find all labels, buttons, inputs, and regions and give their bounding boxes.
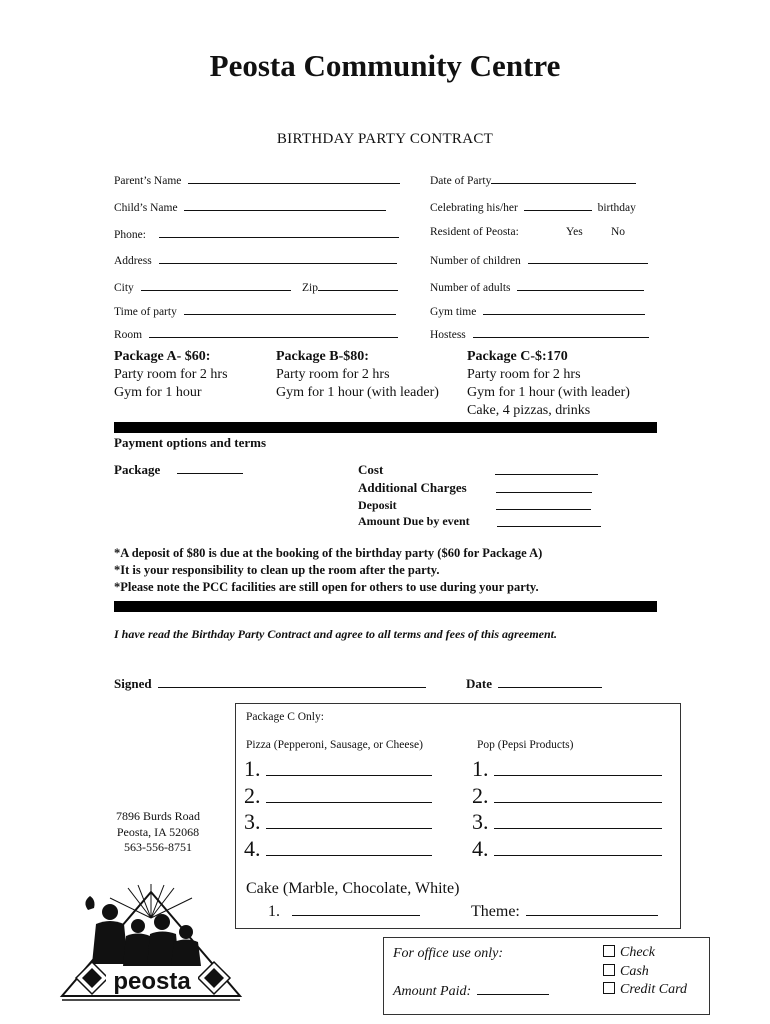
package-b-name: Package B-$80: <box>276 349 369 364</box>
package-a-line: Gym for 1 hour <box>114 385 202 400</box>
celebrating-label: Celebrating his/her <box>430 202 518 214</box>
city-field[interactable] <box>114 279 291 294</box>
amount-paid-line[interactable] <box>477 982 549 995</box>
package-a-name: Package A- $60: <box>114 349 211 364</box>
pop-choice-3[interactable] <box>472 809 662 836</box>
num-adults-field[interactable] <box>430 279 644 294</box>
cake-line[interactable] <box>292 902 420 916</box>
pizza-number: 4. <box>244 835 261 861</box>
checkbox-icon[interactable] <box>603 982 615 994</box>
package-select-label: Package <box>114 462 161 477</box>
payment-option-credit-card[interactable] <box>603 981 687 1000</box>
pizza-line[interactable] <box>266 837 432 856</box>
pizza-choice-1[interactable] <box>244 756 432 783</box>
resident-label: Resident of Peosta: <box>430 226 519 238</box>
pizza-choice-3[interactable] <box>244 809 432 836</box>
right-diamond <box>198 962 230 994</box>
package-b-line: Party room for 2 hrs <box>276 367 390 382</box>
pizza-number: 2. <box>244 782 261 808</box>
package-b-line: Gym for 1 hour (with leader) <box>276 385 439 400</box>
logo-text: peosta <box>113 968 191 995</box>
time-of-party-line[interactable] <box>184 303 396 315</box>
amount-due-line[interactable] <box>497 515 601 527</box>
date-signed-line[interactable] <box>498 676 602 688</box>
pop-choice-4[interactable] <box>472 836 662 863</box>
family-silhouettes <box>85 896 201 966</box>
page-title: Peosta Community Centre <box>209 48 561 83</box>
gym-time-line[interactable] <box>483 303 645 315</box>
terms-note: *Please note the PCC facilities are still open for others to use during your party. <box>114 580 539 594</box>
address-city: Peosta, IA 52068 <box>116 824 200 839</box>
signed-label: Signed <box>114 676 152 691</box>
pizza-number: 1. <box>244 756 261 781</box>
pop-number: 4. <box>472 835 489 861</box>
room-line[interactable] <box>149 326 398 338</box>
signature-line[interactable] <box>158 676 426 688</box>
pizza-choice-2[interactable] <box>244 783 432 810</box>
parents-name-line[interactable] <box>188 172 400 184</box>
date-of-party-field[interactable] <box>430 172 636 187</box>
date-of-party-label: Date of Party <box>430 175 492 187</box>
pop-number: 3. <box>472 809 489 834</box>
payment-option-cash[interactable] <box>603 963 687 982</box>
terms-note: *It is your responsibility to clean up the room after the party. <box>114 563 440 577</box>
childs-name-line[interactable] <box>184 199 386 211</box>
celebrating-field[interactable] <box>430 199 636 214</box>
pop-choice-2[interactable] <box>472 783 662 810</box>
package-a <box>114 348 228 402</box>
gym-time-label: Gym time <box>430 306 477 318</box>
city-line[interactable] <box>141 279 291 291</box>
parents-name-field[interactable] <box>114 172 400 187</box>
time-of-party-label: Time of party <box>114 306 177 318</box>
num-children-line[interactable] <box>528 252 648 264</box>
address-phone: 563-556-8751 <box>124 840 192 854</box>
pop-line[interactable] <box>494 784 662 803</box>
num-adults-label: Number of adults <box>430 282 511 294</box>
payment-method-options <box>603 944 687 1000</box>
package-c <box>467 348 630 420</box>
birthday-label: birthday <box>597 202 636 214</box>
address-label: Address <box>114 255 152 267</box>
zip-field[interactable] <box>302 279 398 294</box>
amount-due-label: Amount Due by event <box>358 514 470 528</box>
pop-number: 2. <box>472 782 489 808</box>
room-label: Room <box>114 329 143 341</box>
package-c-line: Cake, 4 pizzas, drinks <box>467 403 591 418</box>
amount-paid-label: Amount Paid: <box>393 984 472 999</box>
cake-choice[interactable] <box>268 902 420 921</box>
package-c-heading: Package C Only: <box>246 711 324 723</box>
hostess-label: Hostess <box>430 329 466 341</box>
theme-line[interactable] <box>526 902 658 916</box>
date-signed-label: Date <box>466 676 492 691</box>
pizza-list <box>244 756 432 862</box>
terms-note: *A deposit of $80 is due at the booking of the birthday party ($60 for Package A) <box>114 546 543 560</box>
theme-field[interactable] <box>471 902 658 921</box>
logo-graphic <box>58 880 244 1010</box>
package-c-line: Party room for 2 hrs <box>467 367 581 382</box>
additional-charges-line[interactable] <box>496 481 592 493</box>
payment-option-check[interactable] <box>603 944 687 963</box>
package-c-name: Package C-$:170 <box>467 349 568 364</box>
num-children-label: Number of children <box>430 255 521 267</box>
package-select-field[interactable] <box>114 462 243 478</box>
peosta-logo <box>58 880 244 1010</box>
amount-paid-field[interactable] <box>393 982 549 1000</box>
contract-subtitle: BIRTHDAY PARTY CONTRACT <box>276 131 494 147</box>
pizza-number: 3. <box>244 809 261 834</box>
pop-choice-1[interactable] <box>472 756 662 783</box>
celebrating-line[interactable] <box>524 199 592 211</box>
cost-label: Cost <box>358 462 384 477</box>
phone-line[interactable] <box>159 226 399 238</box>
payment-option-label: Cash <box>620 963 649 979</box>
resident-yes-option[interactable]: Yes <box>566 226 583 238</box>
room-field[interactable] <box>114 326 398 341</box>
package-select-line[interactable] <box>177 462 243 474</box>
address-field[interactable] <box>114 252 397 267</box>
office-use-label: For office use only: <box>393 946 504 961</box>
pop-label: Pop (Pepsi Products) <box>477 739 574 751</box>
pizza-line[interactable] <box>266 757 432 776</box>
pop-line[interactable] <box>494 810 662 829</box>
pop-list <box>472 756 662 862</box>
parents-name-label: Parent’s Name <box>114 175 182 187</box>
divider-bar <box>114 601 657 612</box>
childs-name-label: Child’s Name <box>114 202 178 214</box>
centre-address <box>108 809 208 856</box>
additional-charges-label: Additional Charges <box>358 480 467 495</box>
terms-notes <box>114 545 542 596</box>
num-children-field[interactable] <box>430 252 648 267</box>
phone-label: Phone: <box>114 229 146 241</box>
checkbox-icon[interactable] <box>603 945 615 957</box>
left-diamond <box>76 962 108 994</box>
hostess-field[interactable] <box>430 326 649 341</box>
num-adults-line[interactable] <box>517 279 644 291</box>
time-of-party-field[interactable] <box>114 303 396 318</box>
address-line[interactable] <box>159 252 397 264</box>
cake-number: 1. <box>268 903 280 920</box>
package-a-line: Party room for 2 hrs <box>114 367 228 382</box>
payment-heading: Payment options and terms <box>114 435 267 450</box>
pop-number: 1. <box>472 756 489 781</box>
package-b <box>276 348 439 402</box>
cake-label: Cake (Marble, Chocolate, White) <box>246 880 460 897</box>
pizza-line[interactable] <box>266 784 432 803</box>
payment-option-label: Credit Card <box>620 982 688 997</box>
deposit-line[interactable] <box>496 498 591 510</box>
zip-line[interactable] <box>318 279 398 291</box>
divider-bar <box>114 422 657 433</box>
signed-field[interactable] <box>114 676 426 692</box>
pop-line[interactable] <box>494 837 662 856</box>
checkbox-icon[interactable] <box>603 964 615 976</box>
address-street: 7896 Burds Road <box>116 809 200 823</box>
cost-line[interactable] <box>495 463 598 475</box>
theme-label: Theme: <box>471 903 520 920</box>
pizza-line[interactable] <box>266 810 432 829</box>
phone-field[interactable] <box>114 226 399 241</box>
pizza-choice-4[interactable] <box>244 836 432 863</box>
sunburst-rays <box>110 884 192 918</box>
agreement-statement: I have read the Birthday Party Contract and agree to all terms and fees of this agreement. <box>114 627 557 641</box>
gym-time-field[interactable] <box>430 303 645 318</box>
payment-option-label: Check <box>620 945 655 960</box>
zip-label: Zip <box>302 282 318 294</box>
pop-line[interactable] <box>494 757 662 776</box>
resident-no-option[interactable]: No <box>611 226 626 238</box>
date-of-party-line[interactable] <box>491 172 636 184</box>
hostess-line[interactable] <box>473 326 649 338</box>
deposit-label: Deposit <box>358 498 397 512</box>
date-signed-field[interactable] <box>466 676 602 692</box>
childs-name-field[interactable] <box>114 199 386 214</box>
city-label: City <box>114 282 134 294</box>
package-c-line: Gym for 1 hour (with leader) <box>467 385 630 400</box>
pizza-label: Pizza (Pepperoni, Sausage, or Cheese) <box>246 739 423 751</box>
